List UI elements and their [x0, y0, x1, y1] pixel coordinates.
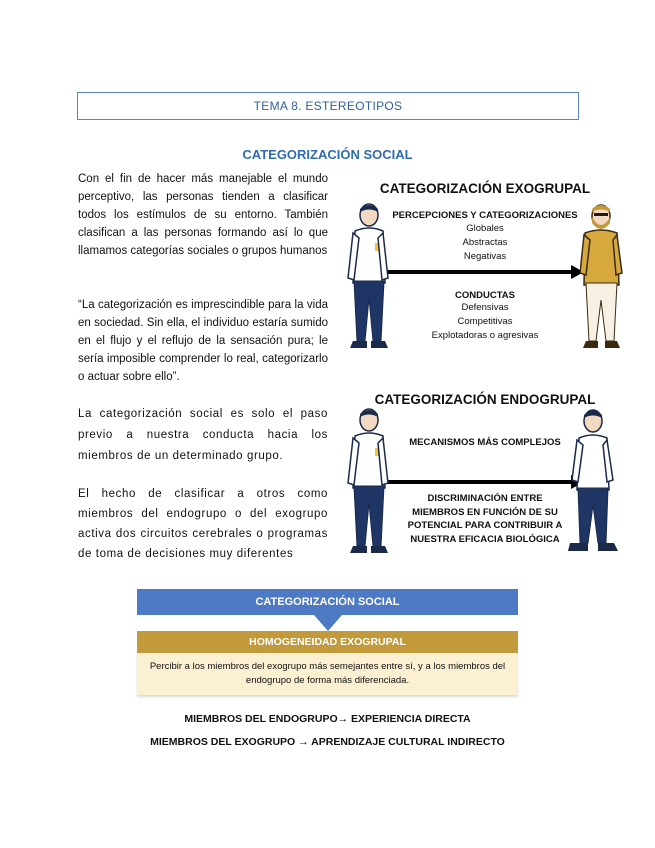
- header-title: TEMA 8. ESTEREOTIPOS: [253, 99, 403, 113]
- endo-discrimination-line: NUESTRA EFICACIA BIOLÓGICA: [410, 533, 560, 545]
- endo-title: CATEGORIZACIÓN ENDOGRUPAL: [374, 392, 596, 407]
- endo-discrimination-line: POTENCIAL PARA CONTRIBUIR A: [407, 520, 563, 531]
- paragraph-2: “La categorización es imprescindible para la vida en sociedad. Sin ella, el individuo estaría sumido en el flujo y el reflujo de la sensación pura; le sería imposible comprender lo real, categorizarlo o actuar sobre ello”.: [78, 299, 328, 383]
- footer-line-2: MIEMBROS DEL EXOGRUPO → APRENDIZAJE CULTURAL INDIRECTO: [150, 736, 505, 748]
- endo-discrimination: [385, 492, 585, 546]
- summary-top-bar: [137, 589, 518, 615]
- summary-middle-label: HOMOGENEIDAD EXOGRUPAL: [249, 636, 406, 648]
- exo-perception-item: Negativas: [463, 251, 507, 262]
- paragraph-1: Con el fin de hacer más manejable el mundo perceptivo, las personas tienden a clasificar todos los estímulos de su entorno. También clasifican a las personas formando así lo que llamamos categorías sociales o grupos humanos: [78, 173, 328, 257]
- person-blue-endo: [345, 408, 390, 555]
- endo-discrimination-line: MIEMBROS EN FUNCIÓN DE SU: [412, 506, 558, 518]
- summary-top-label: CATEGORIZACIÓN SOCIAL: [255, 596, 400, 608]
- paragraph-3: La categorización social es solo el paso previo a nuestra conducta hacia los miembros de un determinado grupo.: [78, 408, 328, 462]
- summary-down-arrow: [314, 615, 342, 631]
- footer-line-1: MIEMBROS DEL ENDOGRUPO→ EXPERIENCIA DIRECTA: [184, 713, 471, 725]
- summary-description-box: [137, 653, 518, 695]
- exo-behavior-item: Defensivas: [461, 302, 509, 313]
- exo-behavior-item: Competitivas: [457, 316, 513, 327]
- exo-perceptions-heading: PERCEPCIONES Y CATEGORIZACIONES: [392, 210, 578, 221]
- header-box: [77, 92, 579, 120]
- exo-arrow: [385, 264, 585, 280]
- person-white-endo: [568, 408, 618, 555]
- section-title: CATEGORIZACIÓN SOCIAL: [242, 147, 413, 162]
- summary-middle-bar: [137, 631, 518, 653]
- exo-title: CATEGORIZACIÓN EXOGRUPAL: [379, 181, 591, 196]
- endo-mechanisms: MECANISMOS MÁS COMPLEJOS: [409, 437, 561, 448]
- person-gold-exo: [580, 203, 625, 350]
- person-blue-exo: [345, 203, 390, 350]
- summary-description: Percibir a los miembros del exogrupo más semejantes entre sí, y a los miembros del endogrupo de forma más diferenciada.: [149, 661, 506, 686]
- exo-behavior-item: Explotadoras o agresivas: [431, 330, 539, 341]
- endo-discrimination-line: DISCRIMINACIÓN ENTRE: [427, 493, 543, 504]
- paragraph-4: El hecho de clasificar a otros como miembros del endogrupo o del exogrupo activa dos circuitos cerebrales o programas de toma de decisiones muy diferentes: [78, 488, 328, 560]
- exo-perception-item: Globales: [466, 223, 504, 234]
- exo-perception-item: Abstractas: [462, 237, 508, 248]
- endo-arrow: [385, 474, 585, 490]
- exo-behaviors-heading: CONDUCTAS: [455, 290, 515, 301]
